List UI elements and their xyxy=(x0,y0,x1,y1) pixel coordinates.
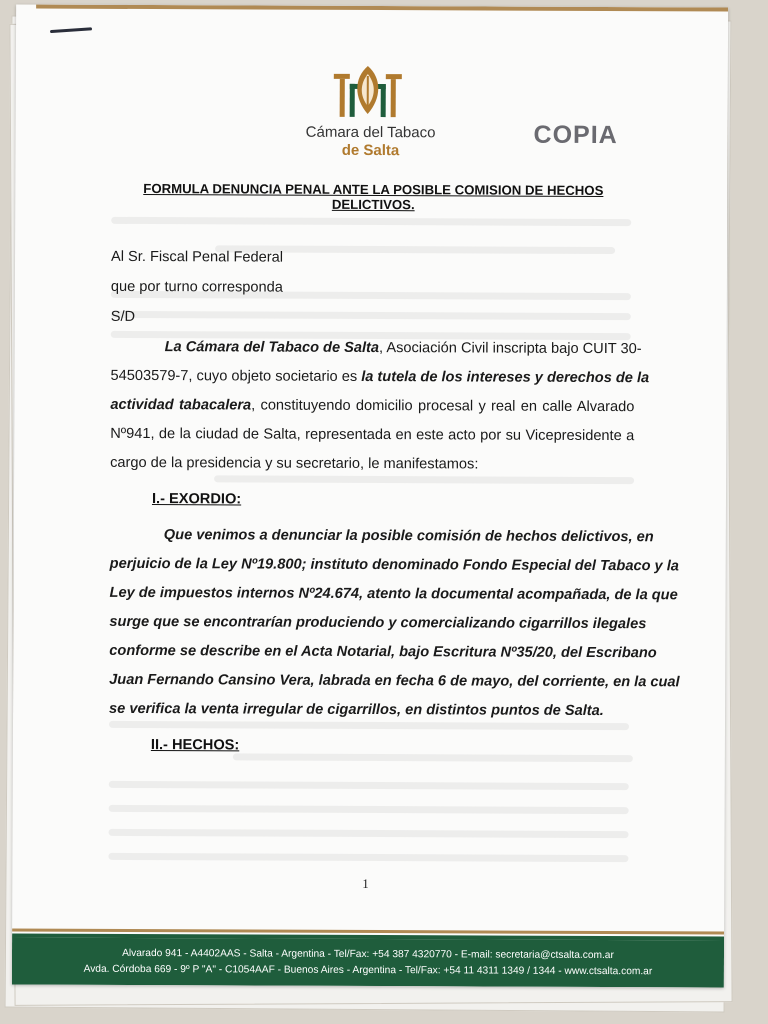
intro-line xyxy=(110,367,650,387)
addressee-line: Al Sr. Fiscal Penal Federal xyxy=(111,248,284,266)
exordio-line: perjuicio de la Ley Nº19.800; instituto denominado Fondo Especial del Tabaco y la xyxy=(109,555,679,575)
footer-address-salta: Alvarado 941 - A4402AAS - Salta - Argentina - Tel/Fax: +54 387 4320770 - E-mail: secretaria@ctsalta.com.ar xyxy=(122,947,614,962)
bleed-through-line xyxy=(108,853,628,862)
org-name-emphasis: La Cámara del Tabaco de Salta xyxy=(164,339,380,357)
pen-mark xyxy=(50,27,92,33)
bleed-through-line xyxy=(109,805,629,814)
letterhead-footer xyxy=(12,937,724,987)
bleed-through-line xyxy=(233,753,633,762)
section-heading-exordio: I.- EXORDIO: xyxy=(151,491,242,508)
exordio-line: Juan Fernando Cansino Vera, labrada en fecha 6 de mayo, del corriente, en la cual xyxy=(109,671,680,691)
org-subname: de Salta xyxy=(341,141,400,160)
intro-text: , constituyendo domicilio procesal y real en calle Alvarado xyxy=(251,397,635,416)
bleed-through-line xyxy=(214,475,634,484)
intro-line: cargo de la presidencia y su secretario, le manifestamos: xyxy=(110,454,479,473)
page-number: 1 xyxy=(362,875,369,891)
top-gold-rule xyxy=(36,5,728,12)
purpose-emphasis: actividad tabacalera xyxy=(110,396,252,414)
intro-text: 54503579-7, cuyo objeto societario es xyxy=(110,367,362,385)
document-page xyxy=(12,4,728,987)
bleed-through-line xyxy=(111,311,631,320)
addressee-line: que por turno corresponda xyxy=(110,278,283,296)
intro-line xyxy=(110,397,634,415)
bleed-through-line xyxy=(109,829,629,838)
intro-line: Nº941, de la ciudad de Salta, representada en este acto por su Vicepresidente a xyxy=(110,425,635,445)
document-title: FORMULA DENUNCIA PENAL ANTE LA POSIBLE COMISION DE HECHOS DELICTIVOS. xyxy=(143,181,604,213)
bleed-through-line xyxy=(109,721,629,730)
intro-line xyxy=(164,339,642,358)
addressee-line: S/D xyxy=(110,308,136,325)
section-heading-hechos: II.- HECHOS: xyxy=(150,737,240,754)
exordio-line: se verifica la venta irregular de cigarrillos, en distintos puntos de Salta. xyxy=(109,700,604,720)
footer-address-buenos-aires: Avda. Córdoba 669 - 9º P "A" - C1054AAF - Buenos Aires - Argentina - Tel/Fax: +54 11 4311 1349 / 1344 - www.ctsalta.com.ar xyxy=(83,963,653,978)
exordio-line: Que venimos a denunciar la posible comisión de hechos delictivos, en xyxy=(163,527,654,546)
exordio-line: surge que se encontrarían produciendo y comercializando cigarrillos ilegales xyxy=(109,613,647,633)
exordio-line: conforme se describe en el Acta Notarial, bajo Escritura Nº35/20, del Escribano xyxy=(109,642,657,662)
bleed-through-line xyxy=(109,781,629,790)
bleed-through-line xyxy=(111,217,631,226)
copia-stamp: COPIA xyxy=(533,120,618,150)
org-name: Cámara del Tabaco xyxy=(305,123,436,142)
intro-text: , Asociación Civil inscripta bajo CUIT 30- xyxy=(379,340,642,358)
exordio-line: Ley de impuestos internos Nº24.674, atento la documental acompañada, de la que xyxy=(109,584,678,604)
purpose-emphasis: la tutela de los intereses y derechos de la xyxy=(361,368,650,387)
camara-tabaco-logo-icon xyxy=(332,64,404,124)
